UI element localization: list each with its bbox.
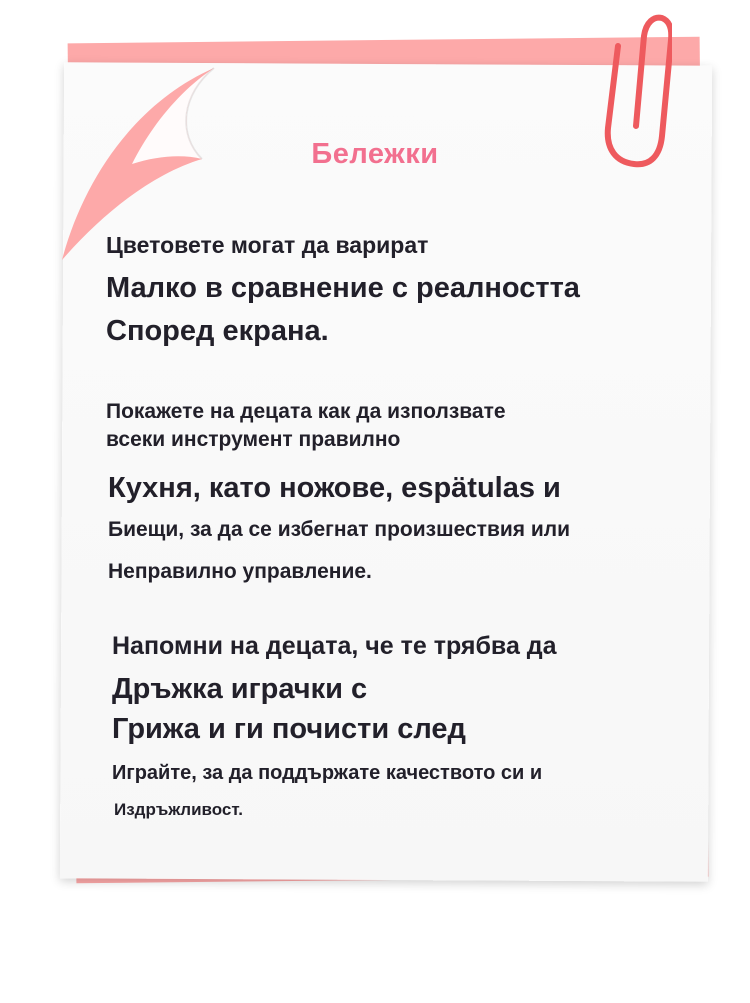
paragraph-3-line-2: Дръжка играчки с — [112, 673, 368, 705]
paragraph-1-line-2: Малко в сравнение с реалността — [106, 272, 580, 304]
paragraph-2-line-2: всеки инструмент правилно — [106, 428, 401, 451]
notes-title: Бележки — [311, 138, 439, 170]
paragraph-2-line-5: Неправилно управление. — [108, 560, 372, 583]
paragraph-2-line-4: Биещи, за да се избегнат произшествия или — [108, 518, 571, 541]
paragraph-3-line-5: Издръжливост. — [114, 800, 243, 819]
paragraph-3-line-1: Напомни на децата, че те трябва да — [112, 632, 557, 660]
paragraph-3-line-4: Играйте, за да поддържате качеството си и — [112, 762, 543, 784]
paragraph-3-line-3: Грижа и ги почисти след — [112, 713, 466, 745]
paragraph-2-line-1: Покажете на децата как да използвате — [106, 400, 506, 423]
paragraph-2-line-3: Кухня, като ножове, espätulas и — [108, 472, 561, 504]
paragraph-1-line-3: Според екрана. — [106, 315, 329, 347]
paragraph-1-line-1: Цветовете могат да варират — [106, 232, 429, 258]
